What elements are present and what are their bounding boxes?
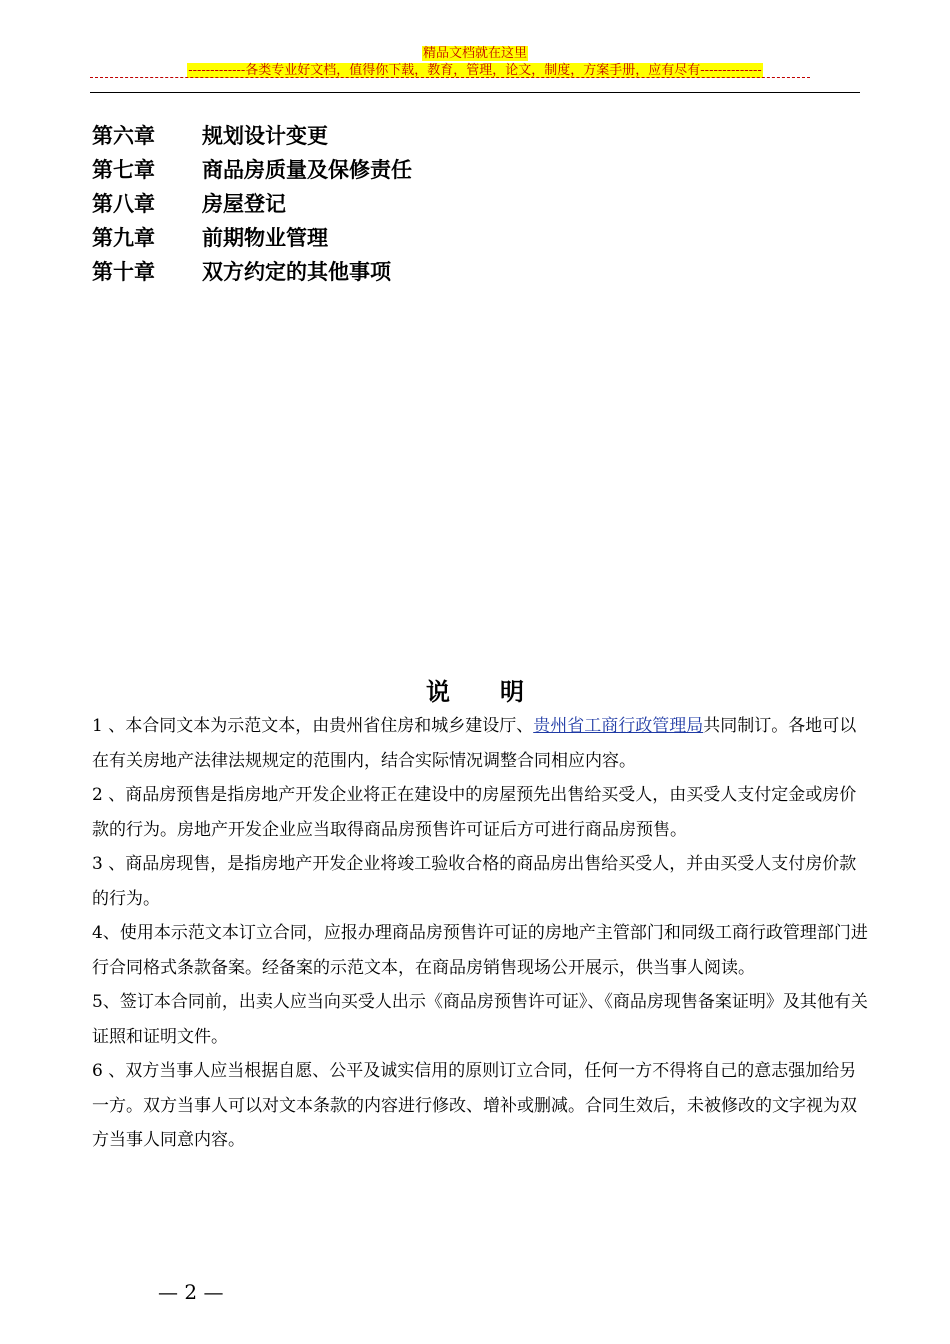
paragraph-1: 1 、本合同文本为示范文本，由贵州省住房和城乡建设厅、贵州省工商行政管理局共同制订。各地可以在有关房地产法律法规规定的范围内，结合实际情况调整合同相应内容。 xyxy=(92,716,857,771)
header-rule xyxy=(90,92,860,93)
header-title: 精品文档就在这里 xyxy=(422,46,527,61)
section-title: 说 明 xyxy=(426,678,524,706)
header-subtitle: -------------各类专业好文档，值得你下载，教育，管理，论文，制度，方案手册，应有尽有-------------- xyxy=(188,63,762,78)
chapter-title: 规划设计变更 xyxy=(202,124,328,148)
chapter-number: 第八章 xyxy=(92,192,155,216)
chapter-item xyxy=(92,152,412,186)
paragraph-5: 5、签订本合同前，出卖人应当向买受人出示《商品房预售许可证》、《商品房现售备案证明》及其他有关证照和证明文件。 xyxy=(92,992,868,1047)
chapter-number: 第九章 xyxy=(92,226,155,250)
chapter-number: 第十章 xyxy=(92,260,155,284)
chapter-item xyxy=(92,118,412,152)
chapter-item xyxy=(92,186,412,220)
chapter-list xyxy=(92,118,412,288)
page-number: — 2 — xyxy=(158,1280,224,1304)
agency-link[interactable]: 贵州省工商行政管理局 xyxy=(533,716,704,736)
paragraph-6: 6 、双方当事人应当根据自愿、公平及诚实信用的原则订立合同，任何一方不得将自己的意志强加给另一方。双方当事人可以对文本条款的内容进行修改、增补或删减。合同生效后，未被修改的文字视为双方当事人同意内容。 xyxy=(92,1061,857,1150)
explanation-body xyxy=(92,709,872,1158)
chapter-number: 第六章 xyxy=(92,124,155,148)
chapter-title: 双方约定的其他事项 xyxy=(202,260,391,284)
paragraph-4: 4、使用本示范文本订立合同，应报办理商品房预售许可证的房地产主管部门和同级工商行政管理部门进行合同格式条款备案。经备案的示范文本，在商品房销售现场公开展示，供当事人阅读。 xyxy=(92,923,868,978)
chapter-item xyxy=(92,220,412,254)
header-dashed-line xyxy=(90,77,810,78)
paragraph-2: 2 、商品房预售是指房地产开发企业将正在建设中的房屋预先出售给买受人，由买受人支付定金或房价款的行为。房地产开发企业应当取得商品房预售许可证后方可进行商品房预售。 xyxy=(92,785,857,840)
paragraph-3: 3 、商品房现售，是指房地产开发企业将竣工验收合格的商品房出售给买受人，并由买受人支付房价款的行为。 xyxy=(92,854,857,909)
chapter-title: 商品房质量及保修责任 xyxy=(202,158,412,182)
chapter-title: 房屋登记 xyxy=(202,192,286,216)
chapter-number: 第七章 xyxy=(92,158,155,182)
chapter-item xyxy=(92,254,412,288)
chapter-title: 前期物业管理 xyxy=(202,226,328,250)
